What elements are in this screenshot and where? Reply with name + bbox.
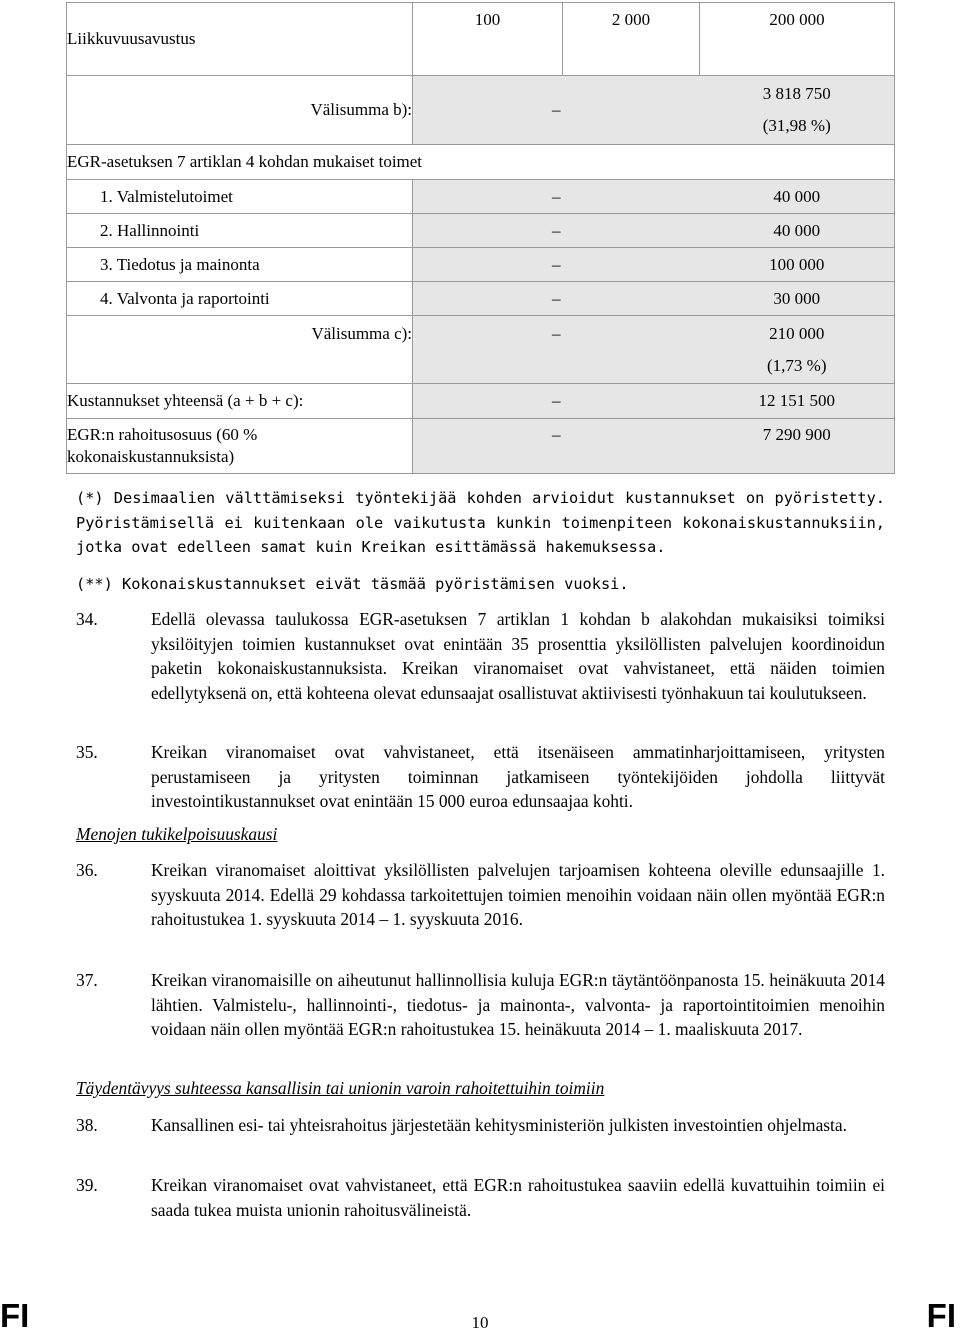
footnote-rounding: (*) Desimaalien välttämiseksi työntekijää kohden arvioidut kustannukset on pyöristetty. Pyöristämisellä ei kuitenkaan ole vaikutusta kunkin toimenpiteen kokonaiskustannuksiin, jotka ovat edelleen samat kuin Kreikan esittämässä hakemuksessa. [76, 489, 885, 556]
cell-dash: – [413, 282, 700, 316]
subtotal-value: 210 000 (1,73 %) [700, 316, 895, 384]
cell-dash: – [413, 180, 700, 214]
item-label: 2. Hallinnointi [67, 214, 413, 248]
table-row [67, 248, 895, 282]
paragraph-37 [76, 968, 885, 1042]
item-value: 100 000 [700, 248, 895, 282]
paragraph-number: 35. [76, 742, 98, 762]
cell-dash: – [413, 76, 700, 145]
egr-value: 7 290 900 [700, 419, 895, 474]
subtotal-label: Välisumma c): [67, 316, 413, 384]
cell-dash: – [413, 384, 700, 419]
paragraph-number: 37. [76, 970, 98, 990]
subtotal-value: 3 818 750 (31,98 %) [700, 76, 895, 145]
cell-dash: – [413, 248, 700, 282]
cell-value: 100 [413, 3, 563, 76]
section-label: EGR-asetuksen 7 artiklan 4 kohdan mukaiset toimet [67, 145, 563, 180]
footer-language-left: FI [0, 1297, 30, 1334]
egr-label: EGR:n rahoitusosuus (60 % kokonaiskustannuksista) [67, 419, 413, 474]
item-label: 3. Tiedotus ja mainonta [67, 248, 413, 282]
row-label: Liikkuvuusavustus [67, 3, 413, 76]
paragraph-text: Kreikan viranomaiset aloittivat yksilöllisten palvelujen tarjoamisen kohteena oleville edunsaajille 1. syyskuuta 2014. Edellä 29 kohdassa tarkoitettujen toimien menoihin voidaan näin ollen myöntää EGR:n rahoitustukea 1. syyskuuta 2014 – 1. syyskuuta 2016. [151, 860, 885, 930]
paragraph-number: 36. [76, 860, 98, 880]
paragraph-number: 38. [76, 1115, 98, 1135]
paragraph-39 [76, 1173, 885, 1222]
section-heading-eligibility: Menojen tukikelpoisuuskausi [76, 824, 278, 844]
paragraph-number: 34. [76, 609, 98, 629]
paragraph-text: Kreikan viranomaisille on aiheutunut hallinnollisia kuluja EGR:n täytäntöönpanosta 15. heinäkuuta 2014 lähtien. Valmistelu-, hallinnointi-, tiedotus- ja mainonta-, valvonta- ja raportointitoimien menoihin voidaan näin ollen myöntää EGR:n rahoitustukea 15. heinäkuuta 2014 – 1. maaliskuuta 2017. [151, 970, 885, 1040]
section-heading-complementarity: Täydentävyys suhteessa kansallisin tai unionin varoin rahoitettuihin toimiin [76, 1078, 605, 1098]
table-row [67, 419, 895, 474]
total-value: 12 151 500 [700, 384, 895, 419]
cell-dash: – [413, 214, 700, 248]
paragraph-38 [76, 1113, 885, 1138]
table-row [67, 145, 895, 180]
cell-value: 200 000 [700, 3, 895, 76]
cell-dash: – [413, 316, 700, 384]
table-row [67, 316, 895, 384]
item-value: 40 000 [700, 180, 895, 214]
page-number: 10 [471, 1313, 489, 1332]
subtotal-label: Välisumma b): [67, 76, 413, 145]
item-value: 40 000 [700, 214, 895, 248]
paragraph-number: 39. [76, 1175, 98, 1195]
paragraph-text: Kansallinen esi- tai yhteisrahoitus järjestetään kehitysministeriön julkisten investointien ohjelmasta. [151, 1115, 847, 1135]
table-row [67, 76, 895, 145]
paragraph-text: Edellä olevassa taulukossa EGR-asetuksen 7 artiklan 1 kohdan b alakohdan mukaisiksi toimiksi yksilöityjen toimien kustannukset ovat enintään 35 prosenttia yksilöllisten palvelujen koordinoidun paketin kokonaiskustannuksista. Kreikan viranomaiset ovat vahvistaneet, että näiden toimien edellytyksenä on, että kohteena olevat edunsaajat osallistuvat aktiivisesti työnhakuun tai koulutukseen. [151, 609, 885, 704]
cost-table [66, 2, 895, 474]
item-value: 30 000 [700, 282, 895, 316]
table-row [67, 384, 895, 419]
paragraph-text: Kreikan viranomaiset ovat vahvistaneet, että itsenäiseen ammatinharjoittamiseen, yritysten perustamiseen ja yritysten toiminnan jatkamiseen työntekijöiden johdolla liittyvät investointikustannukset ovat enintään 15 000 euroa edunsaajaa kohti. [151, 742, 885, 812]
table-row [67, 180, 895, 214]
paragraph-34 [76, 607, 885, 706]
paragraph-35 [76, 740, 885, 814]
cell-dash: – [413, 419, 700, 474]
item-label: 1. Valmistelutoimet [67, 180, 413, 214]
table-row [67, 3, 895, 76]
item-label: 4. Valvonta ja raportointi [67, 282, 413, 316]
footer-language-right: FI [926, 1297, 956, 1334]
paragraph-text: Kreikan viranomaiset ovat vahvistaneet, että EGR:n rahoitustukea saaviin edellä kuvattuihin toimiin ei saada tukea muista unionin rahoitusvälineistä. [151, 1175, 885, 1220]
paragraph-36 [76, 858, 885, 932]
table-row [67, 282, 895, 316]
footnote-totals: (**) Kokonaiskustannukset eivät täsmää pyöristämisen vuoksi. [76, 575, 629, 593]
table-row [67, 214, 895, 248]
total-label: Kustannukset yhteensä (a + b + c): [67, 384, 413, 419]
cell-value: 2 000 [563, 3, 700, 76]
